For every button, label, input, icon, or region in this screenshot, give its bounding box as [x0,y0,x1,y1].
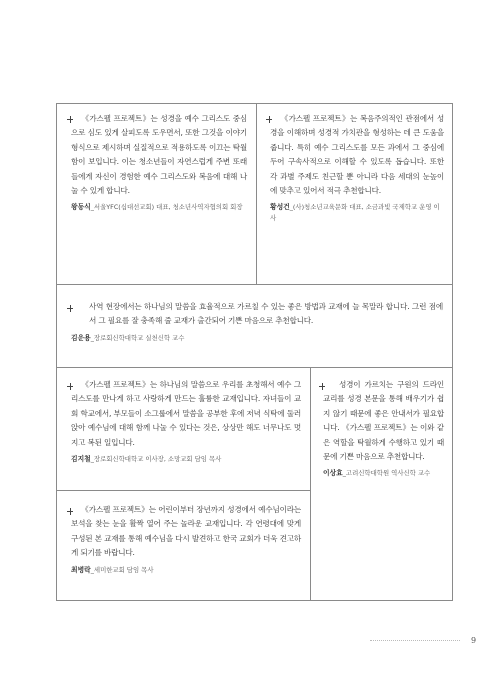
endorsement-text: 성경이 가르치는 구원의 드라인 교리를 성경 본문을 통해 배우기가 쉽지 않기 때문에 좋은 안내서가 필요합니다. 《가스펠 프로젝트》는 이와 같은 역할을 탁월하게 수행하고 있기 때문에 기쁜 마음으로 추천합니다. [323,380,444,462]
endorsement-card [71,378,301,465]
divider [57,284,452,285]
divider [310,367,311,600]
endorsement-text: 《가스펠 프로젝트》는 복음주의적인 관점에서 성경을 이해하며 성경적 가치관을 형성하는 데 큰 도움을 줍니다. 특히 예수 그리스도를 모든 과에서 그 중심에 두어 구속사적으로 이해할 수 있도록 돕습니다. 또한 각 과별 주제도 친근할 뿐 아니라 다음 세대의 눈높이에 맞추고 있어서 적극 추천합니다. [270,114,444,196]
endorsement-author [71,454,301,465]
footer-rule [370,640,460,642]
author-name: 김운용 [71,333,91,342]
cross-icon [67,305,73,311]
divider [57,490,310,491]
endorsement-author [71,333,443,344]
divider [57,367,452,368]
divider [256,104,257,284]
cross-icon [67,116,73,122]
cross-icon [266,116,272,122]
author-name: 왕동식 [71,203,91,212]
endorsement-card [71,503,301,576]
author-title: _고려신학대학원 역사신학 교수 [342,469,431,478]
endorsement-card [71,300,443,344]
endorsement-author [323,468,444,479]
author-name: 최병락 [71,565,91,574]
endorsement-text: 《가스펠 프로젝트》는 어린이부터 장년까지 성경에서 예수님이라는 보석을 찾는 눈을 활짝 열어 주는 놀라운 교재입니다. 각 연령대에 맞게 구성된 본 교재를 통해 예수님을 다시 발견하고 한국 교회가 더욱 견고하게 되기를 바랍니다. [71,505,301,558]
author-name: 이상효 [323,469,343,478]
cross-icon [67,383,73,389]
endorsement-text: 《가스펠 프로젝트》는 성경을 예수 그리스도 중심으로 심도 있게 살피도록 도우면서, 또한 그것을 이야기 형식으로 제시하며 실질적으로 적용하도록 이끄는 탁월함이 보입니다. 이는 청소년들이 자연스럽게 주변 또래들에게 자신이 경험한 예수 그리스도와 복음에 대해 나눌 수 있게 합니다. [71,114,247,196]
endorsement-card [270,112,444,224]
author-title: _세미한교회 담임 목사 [90,565,154,574]
endorsement-card [323,378,444,479]
author-title: _장로회신학대학교 실천신학 교수 [90,333,185,342]
author-title: _장로회신학대학교 이사장, 소망교회 담임 목사 [90,455,222,464]
endorsement-author [270,202,444,224]
author-name: 황성건 [270,203,290,212]
author-title: _서울YFC(십대선교회) 대표, 청소년사역자협의회 회장 [90,203,243,212]
endorsement-author [71,202,247,213]
author-name: 김지철 [71,455,91,464]
cross-icon [67,508,73,514]
cross-icon [319,383,325,389]
endorsement-author [71,565,301,576]
endorsement-card [71,112,247,213]
page-number: 9 [471,636,477,645]
endorsement-text: 《가스펠 프로젝트》는 하나님의 말씀으로 우리를 초청해서 예수 그리스도를 만나게 하고 사랑하게 만드는 훌륭한 교재입니다. 자녀들이 교회 학교에서, 부모들이 소그룹에서 말씀을 공부한 후에 저녁 식탁에 둘러 앉아 예수님에 대해 함께 나눌 수 있다는 것은, 상상만 해도 너무나도 멋지고 복된 일입니다. [71,380,301,447]
endorsement-grid [56,103,453,601]
endorsement-text: 사역 현장에서는 하나님의 말씀을 효율적으로 가르칠 수 있는 좋은 방법과 교재에 늘 목말라 합니다. 그런 점에서 그 필요를 잘 충족해 줄 교재가 출간되어 기쁜 마음으로 추천합니다. [89,302,443,326]
author-title: _(사)청소년교육문화 대표, 소금과빛 국제학교 운영 이사 [270,203,440,223]
